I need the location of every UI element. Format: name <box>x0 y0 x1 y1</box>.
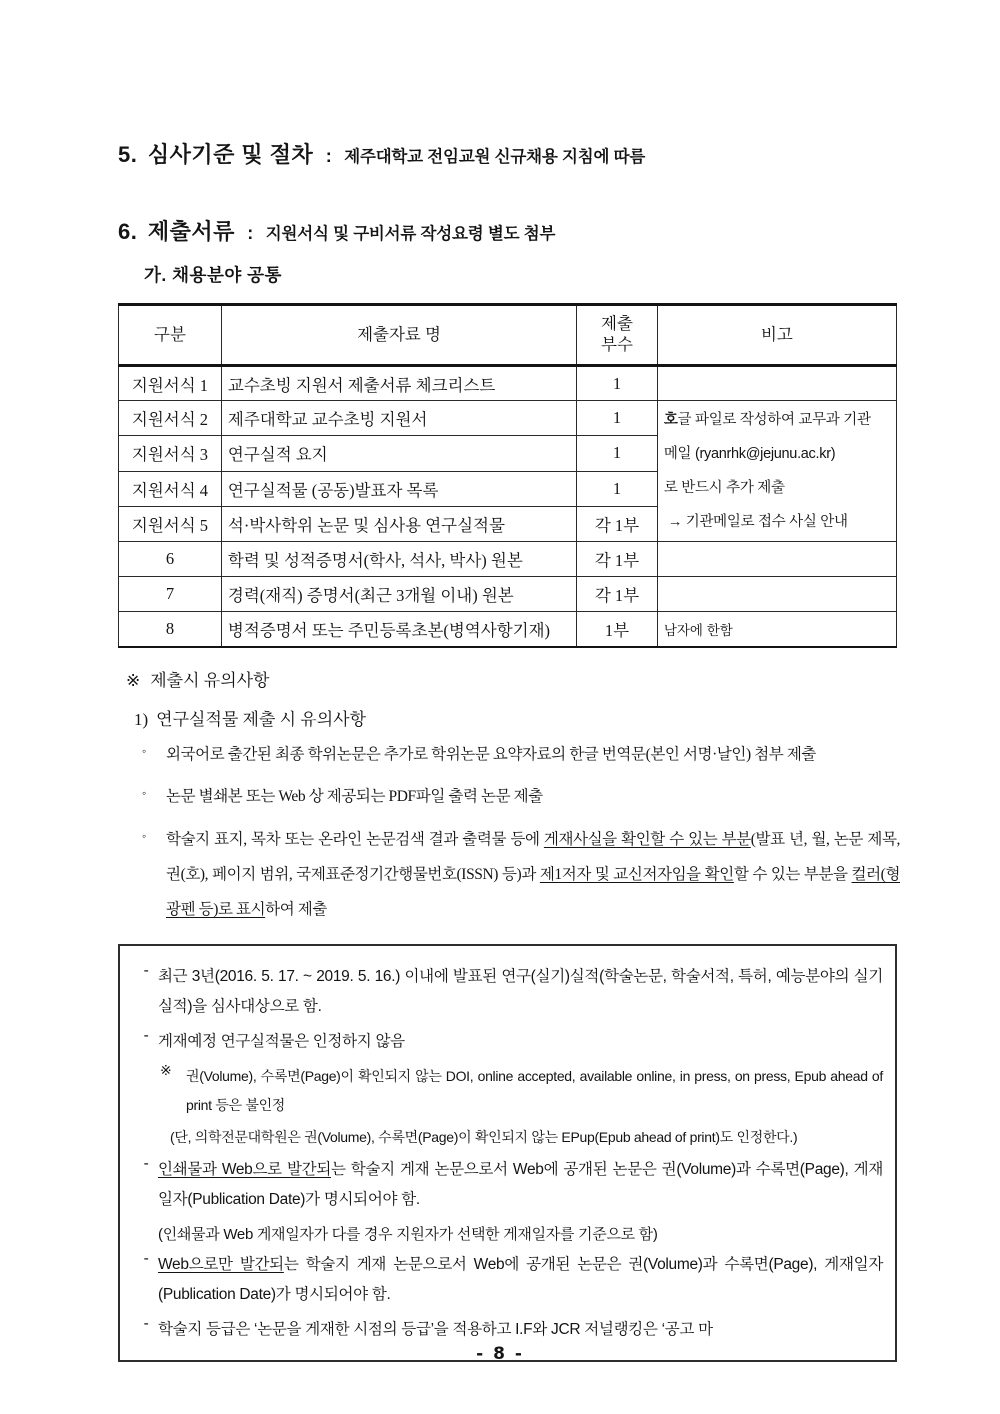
table-row <box>119 401 897 436</box>
subsection-ga-heading <box>144 262 900 287</box>
row-copies: 1 <box>577 366 658 401</box>
row-document-name: 학력 및 성적증명서(학사, 석사, 박사) 원본 <box>221 542 576 577</box>
dash-marker: - <box>143 1249 149 1267</box>
section-6-heading <box>118 215 900 246</box>
circle-bullet-icon: ◦ <box>142 786 146 801</box>
box-item-4: - Web으로만 발간되는 학술지 게재 논문으로서 Web에 공개된 논문은 권(Volume)과 수록면(Page), 게재일자(Publication Date)가 명시되어야 함. <box>134 1250 883 1310</box>
header-category: 구분 <box>119 305 222 366</box>
section-6-subtitle: 지원서식 및 구비서류 작성요령 별도 첨부 <box>265 225 556 243</box>
section-5-heading <box>118 138 900 169</box>
header-copies: 제출 부수 <box>577 305 658 366</box>
section-6-title: 제출서류 <box>147 219 235 244</box>
submission-notes <box>118 666 900 928</box>
row-category: 지원서식 1 <box>119 366 222 401</box>
arrow-note-line: → 기관메일로 접수 사실 안내 <box>667 514 848 530</box>
table-row <box>119 612 897 647</box>
box-item-2: - 게재예정 연구실적물은 인정하지 않음 <box>134 1027 883 1057</box>
row-note <box>657 366 896 401</box>
circle-bullet-icon: ◦ <box>142 829 146 844</box>
row-document-name: 제주대학교 교수초빙 지원서 <box>221 401 576 436</box>
dash-marker: - <box>143 1026 149 1044</box>
row-copies: 각 1부 <box>577 577 658 612</box>
box-item-1: - 최근 3년(2016. 5. 17. ~ 2019. 5. 16.) 이내에 발표된 연구(실기)실적(학술논문, 학술서적, 특허, 예능분야의 실기실적)을 심사대상으로 함. <box>134 962 883 1022</box>
row-copies: 1부 <box>577 612 658 647</box>
row-category: 6 <box>119 542 222 577</box>
table-row <box>119 366 897 401</box>
section-6-colon: : <box>247 223 254 243</box>
header-note: 비고 <box>657 305 896 366</box>
row-document-name: 연구실적 요지 <box>221 436 576 471</box>
row-category: 8 <box>119 612 222 647</box>
row-copies: 1 <box>577 401 658 436</box>
note-bullet-1: ◦ 외국어로 출간된 최종 학위논문은 추가로 학위논문 요약자료의 한글 번역문(본인 서명·날인) 첨부 제출 <box>142 738 900 773</box>
section-6-number: 6. <box>118 219 138 244</box>
box-item-3: - 인쇄물과 Web으로 발간되는 학술지 게재 논문으로서 Web에 공개된 논문은 권(Volume)과 수록면(Page), 게재일자(Publication Date)가 명시되어야 함. <box>134 1155 883 1215</box>
section-5-number: 5. <box>118 142 138 167</box>
row-document-name: 교수초빙 지원서 제출서류 체크리스트 <box>221 366 576 401</box>
reference-mark: ※ <box>160 1061 172 1078</box>
hwp-email-note: 호글 파일로 작성하여 교무과 기관 메일 (ryanrhk@jejunu.ac.kr) 로 반드시 추가 제출 → 기관메일로 접수 사실 안내 <box>664 403 890 539</box>
note-bullet-2: ◦ 논문 별쇄본 또는 Web 상 제공되는 PDF파일 출력 논문 제출 <box>142 780 900 815</box>
dash-marker: - <box>143 961 149 979</box>
row-category: 지원서식 4 <box>119 471 222 506</box>
dash-marker: - <box>143 1314 149 1332</box>
reference-mark: ※ <box>126 670 141 690</box>
box-item-3-paren: (인쇄물과 Web 게재일자가 다를 경우 지원자가 선택한 게재일자를 기준으로 함) <box>158 1225 658 1243</box>
row-category: 지원서식 5 <box>119 506 222 541</box>
notes-subtitle: 1) 연구실적물 제출 시 유의사항 <box>134 709 366 729</box>
submission-documents-table <box>118 303 897 648</box>
row-document-name: 연구실적물 (공동)발표자 목록 <box>221 471 576 506</box>
page-number: - 8 - <box>476 1344 524 1364</box>
row-copies: 각 1부 <box>577 542 658 577</box>
table-row <box>119 542 897 577</box>
row-copies: 1 <box>577 471 658 506</box>
box-item-5: - 학술지 등급은 ‘논문을 게재한 시점의 등급’을 적용하고 I.F와 JCR 저널랭킹은 ‘공고 마 <box>134 1315 883 1345</box>
box-item-2-subnote-1: ※ 권(Volume), 수록면(Page)이 확인되지 않는 DOI, online accepted, available online, in press, on press, Epub ahead of print 등은 불인정 <box>160 1062 883 1120</box>
header-document-name: 제출자료 명 <box>221 305 576 366</box>
row-document-name: 석·박사학위 논문 및 심사용 연구실적물 <box>221 506 576 541</box>
notes-title: ※ 제출시 유의사항 <box>126 670 270 690</box>
box-item-2-subnote-2: (단, 의학전문대학원은 권(Volume), 수록면(Page)이 확인되지 않는 EPup(Epub ahead of print)도 인정한다.) <box>170 1128 798 1145</box>
page-content <box>118 138 900 1362</box>
table-header-row <box>119 305 897 366</box>
email-line: 메일 (ryanrhk@jejunu.ac.kr) <box>663 446 836 462</box>
row-category: 7 <box>119 577 222 612</box>
section-5-subtitle: 제주대학교 전임교원 신규채용 지침에 따름 <box>344 148 646 166</box>
section-5-title: 심사기준 및 절차 <box>147 142 314 167</box>
row-category: 지원서식 2 <box>119 401 222 436</box>
row-document-name: 경력(재직) 증명서(최근 3개월 이내) 원본 <box>221 577 576 612</box>
merged-note-cell <box>657 401 896 542</box>
hwp-bold-char: 호 <box>663 412 678 428</box>
row-note <box>657 542 896 577</box>
subsection-ga-title: 채용분야 공통 <box>172 265 282 285</box>
dash-marker: - <box>143 1154 149 1172</box>
row-copies: 각 1부 <box>577 506 658 541</box>
subsection-ga-number: 가. <box>144 265 167 285</box>
circle-bullet-icon: ◦ <box>142 743 146 758</box>
table-row <box>119 577 897 612</box>
section-5-colon: : <box>325 146 332 166</box>
row-note: 남자에 한함 <box>657 612 896 647</box>
row-category: 지원서식 3 <box>119 436 222 471</box>
note-bullet-3: ◦ 학술지 표지, 목차 또는 온라인 논문검색 결과 출력물 등에 게재사실을 확인할 수 있는 부분(발표 년, 월, 논문 제목, 권(호), 페이지 범위, 국제표준정기간행물번호(ISSN) 등)과 제1저자 및 교신저자임을 확인할 수 있는 부분을 컬러(형광펜 등)로 표시하여 제출 <box>142 823 900 928</box>
row-note <box>657 577 896 612</box>
row-document-name: 병적증명서 또는 주민등록초본(병역사항기재) <box>221 612 576 647</box>
research-criteria-box <box>118 944 897 1362</box>
row-copies: 1 <box>577 436 658 471</box>
